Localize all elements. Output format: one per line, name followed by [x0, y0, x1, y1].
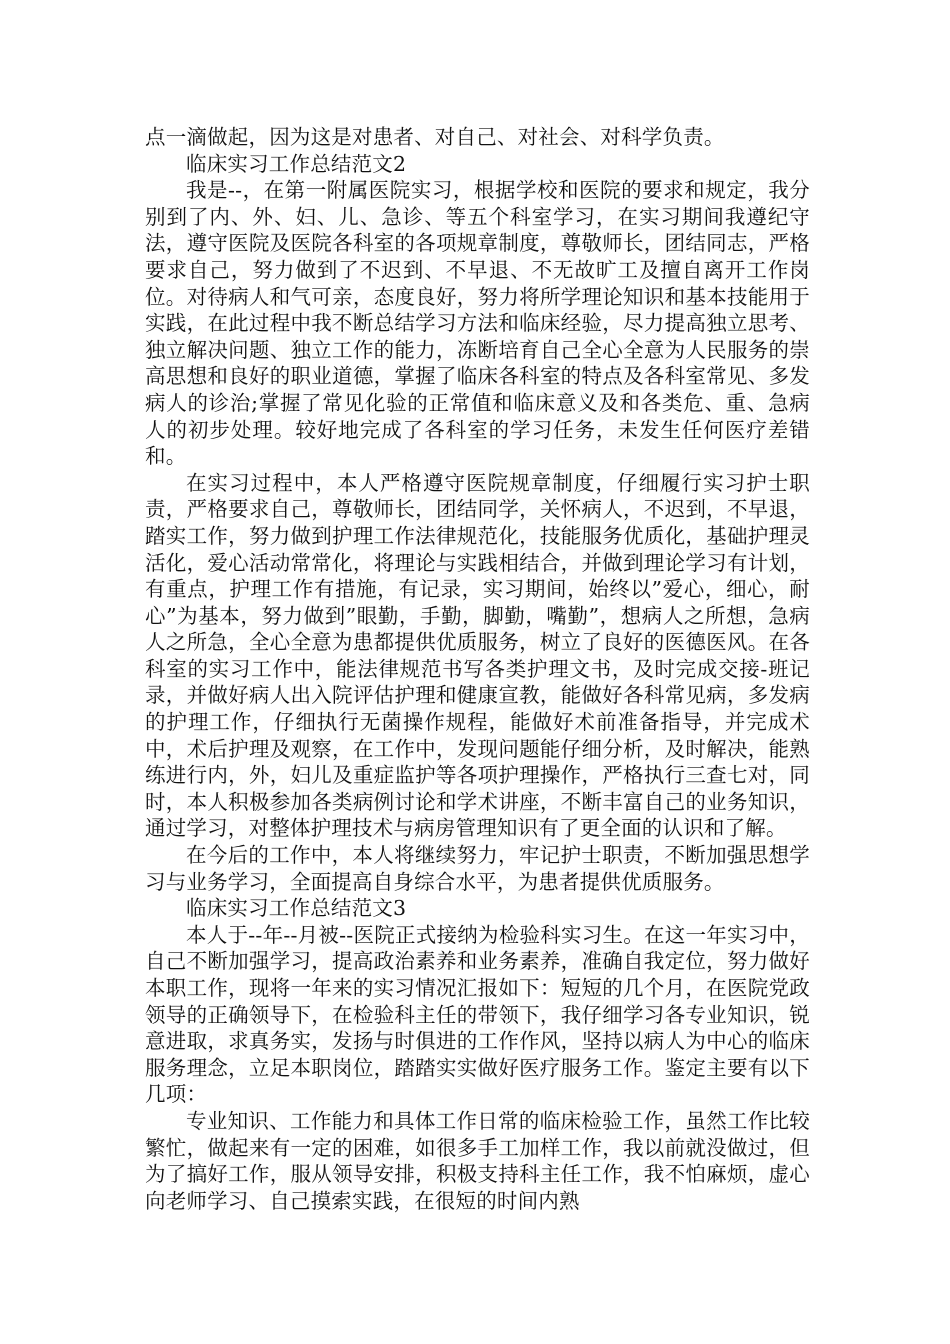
section-2-paragraph-2: 在实习过程中，本人严格遵守医院规章制度，仔细履行实习护士职责，严格要求自己，尊敬师长，团结同学，关怀病人，不迟到，不早退，踏实工作，努力做到护理工作法律规范化，技能服务优质化，基础护理灵活化，爱心活动常常化，将理论与实践相结合，并做到理论学习有计划，有重点，护理工作有措施，有记录，实习期间，始终以”爱心，细心，耐心”为基本，努力做到”眼勤，手勤，脚勤，嘴勤”，想病人之所想，急病人之所急，全心全意为患都提供优质服务，树立了良好的医德医风。在各科室的实习工作中，能法律规范书写各类护理文书，及时完成交接-班记录，并做好病人出入院评估护理和健康宣教，能做好各科常见病，多发病的护理工作，仔细执行无菌操作规程，能做好术前准备指导，并完成术中，术后护理及观察，在工作中，发现问题能仔细分析，及时解决，能熟练进行内，外，妇儿及重症监护等各项护理操作，严格执行三查七对，同时，本人积极参加各类病例讨论和学术讲座，不断丰富自己的业务知识，通过学习，对整体护理技术与病房管理知识有了更全面的认识和了解。 [145, 470, 810, 841]
section-heading-2: 临床实习工作总结范文2 [186, 151, 407, 176]
document-body [145, 124, 810, 1214]
section-2-paragraph-3: 在今后的工作中，本人将继续努力，牢记护士职责，不断加强思想学习与业务学习，全面提高自身综合水平，为患者提供优质服务。 [145, 843, 810, 894]
section-heading-3: 临床实习工作总结范文3 [186, 896, 407, 921]
section-2-paragraph-1: 我是--，在第一附属医院实习，根据学校和医院的要求和规定，我分别到了内、外、妇、儿、急诊、等五个科室学习，在实习期间我遵纪守法，遵守医院及医院各科室的各项规章制度，尊敬师长，团结同志，严格要求自己，努力做到了不迟到、不早退、不无故旷工及擅自离开工作岗位。对待病人和气可亲，态度良好，努力将所学理论知识和基本技能用于实践，在此过程中我不断总结学习方法和临床经验，尽力提高独立思考、独立解决问题、独立工作的能力，冻断培育自己全心全意为人民服务的崇高思想和良好的职业道德，掌握了临床各科室的特点及各科室常见、多发病人的诊治;掌握了常见化验的正常值和临床意义及和各类危、重、急病人的初步处理。较好地完成了各科室的学习任务，未发生任何医疗差错和。 [145, 178, 810, 469]
lead-paragraph: 点一滴做起，因为这是对患者、对自己、对社会、对科学负责。 [145, 125, 725, 149]
section-3-paragraph-1: 本人于--年--月被--医院正式接纳为检验科实习生。在这一年实习中，自己不断加强学习，提高政治素养和业务素养，准确自我定位，努力做好本职工作，现将一年来的实习情况汇报如下：短短的几个月，在医院党政领导的正确领导下，在检验科主任的带领下，我仔细学习各专业知识，锐意进取，求真务实，发扬与时俱进的工作作风，坚持以病人为中心的临床服务理念，立足本职岗位，踏踏实实做好医疗服务工作。鉴定主要有以下几项： [145, 922, 810, 1107]
section-3-paragraph-2: 专业知识、工作能力和具体工作日常的临床检验工作，虽然工作比较繁忙，做起来有一定的困难，如很多手工加样工作，我以前就没做过，但为了搞好工作，服从领导安排，积极支持科主任工作，我不怕麻烦，虚心向老师学习、自己摸索实践，在很短的时间内熟 [145, 1108, 810, 1213]
